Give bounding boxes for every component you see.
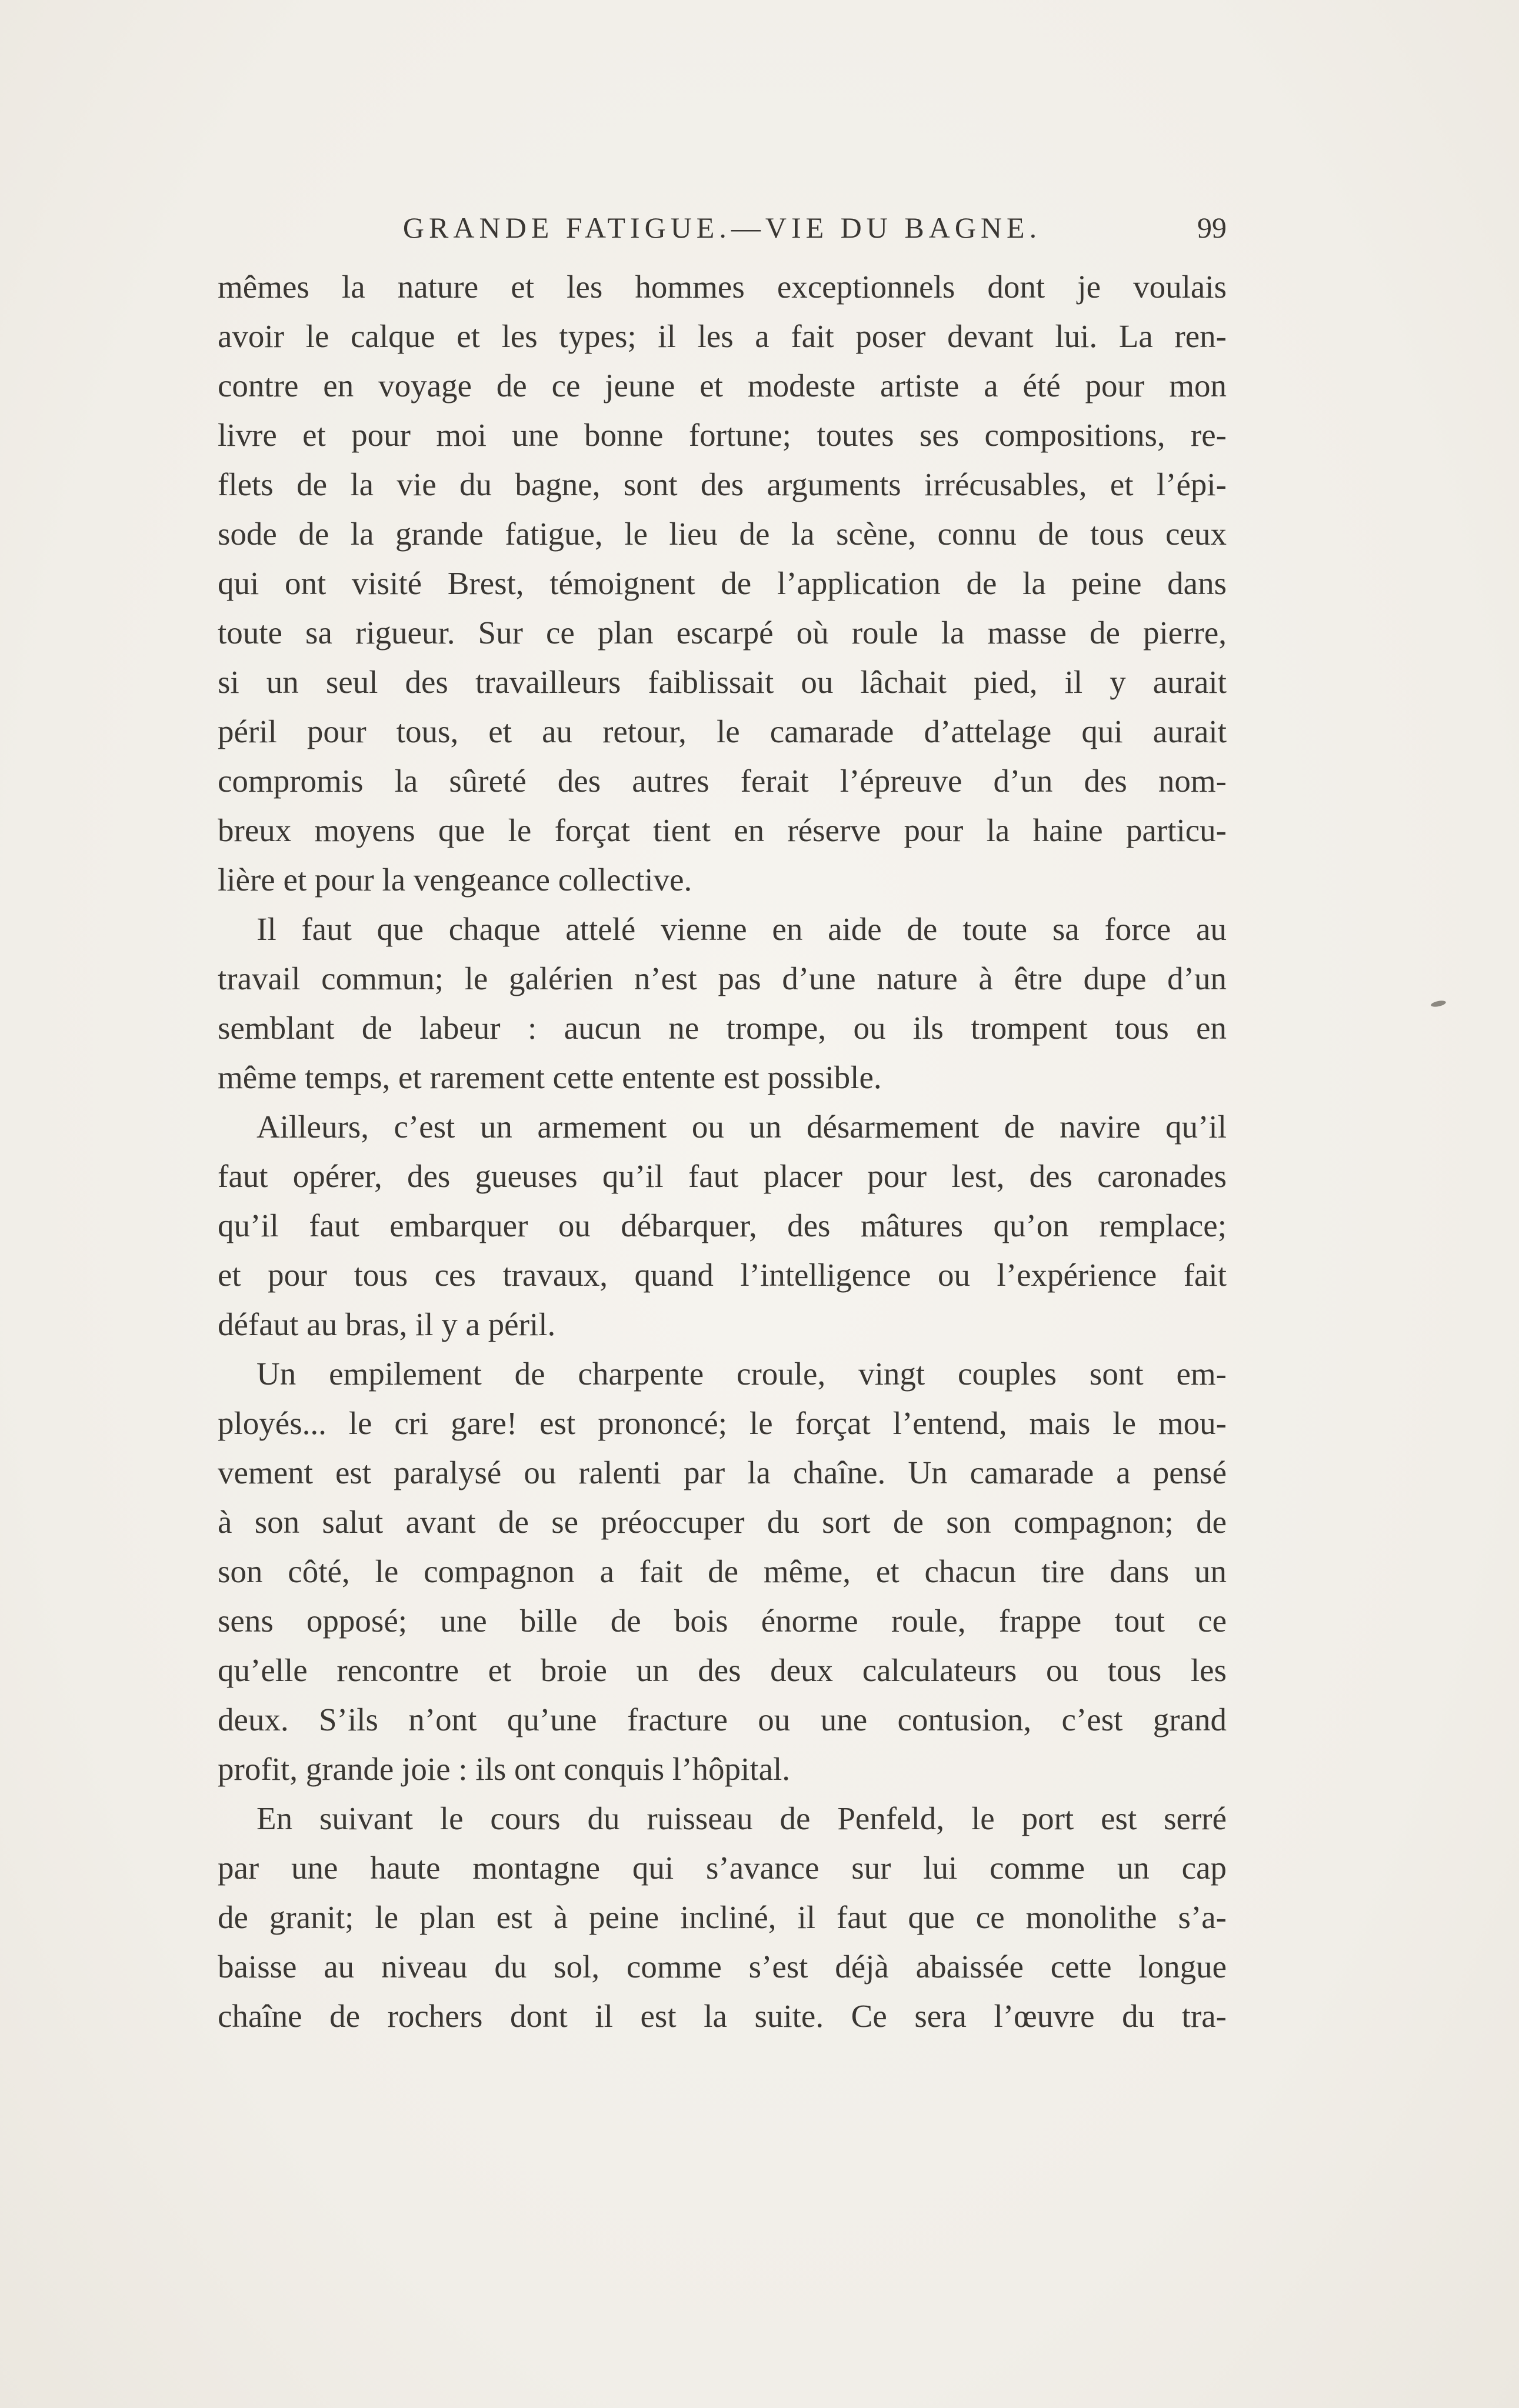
- text-line: si un seul des travailleurs faiblissait ou lâchait pied, il y aurait: [218, 664, 1227, 700]
- text-line: ployés... le cri gare! est prononcé; le forçat l’entend, mais le mou-: [218, 1405, 1227, 1441]
- text-line: travail commun; le galérien n’est pas d’une nature à être dupe d’un: [218, 960, 1227, 996]
- paragraph-start-line: En suivant le cours du ruisseau de Penfeld, le port est serré: [257, 1800, 1227, 1836]
- text-line: qu’il faut embarquer ou débarquer, des mâtures qu’on remplace;: [218, 1208, 1227, 1243]
- text-line: baisse au niveau du sol, comme s’est déjà abaissée cette longue: [218, 1949, 1227, 1985]
- text-line: toute sa rigueur. Sur ce plan escarpé où roule la masse de pierre,: [218, 615, 1227, 651]
- ink-speck: [1430, 999, 1446, 1008]
- paragraph-start-line: Un empilement de charpente croule, vingt couples sont em-: [257, 1356, 1227, 1392]
- text-line: compromis la sûreté des autres ferait l’épreuve d’un des nom-: [218, 763, 1227, 799]
- text-line: mêmes la nature et les hommes exceptionnels dont je voulais: [218, 269, 1227, 305]
- text-line: qui ont visité Brest, témoignent de l’application de la peine dans: [218, 565, 1227, 601]
- text-line: vement est paralysé ou ralenti par la chaîne. Un camarade a pensé: [218, 1455, 1227, 1490]
- text-line: péril pour tous, et au retour, le camarade d’attelage qui aurait: [218, 713, 1227, 749]
- text-line: et pour tous ces travaux, quand l’intelligence ou l’expérience fait: [218, 1257, 1227, 1293]
- text-line: profit, grande joie : ils ont conquis l’hôpital.: [218, 1751, 791, 1787]
- text-line: de granit; le plan est à peine incliné, il faut que ce monolithe s’a-: [218, 1899, 1227, 1935]
- text-line: contre en voyage de ce jeune et modeste artiste a été pour mon: [218, 368, 1227, 403]
- paragraph-start-line: Ailleurs, c’est un armement ou un désarmement de navire qu’il: [257, 1109, 1227, 1145]
- body-text: [218, 262, 1227, 2041]
- text-line: semblant de labeur : aucun ne trompe, ou ils trompent tous en: [218, 1010, 1227, 1046]
- text-line: flets de la vie du bagne, sont des arguments irrécusables, et l’épi-: [218, 466, 1227, 502]
- text-line: faut opérer, des gueuses qu’il faut placer pour lest, des caronades: [218, 1158, 1227, 1194]
- text-line: livre et pour moi une bonne fortune; toutes ses compositions, re-: [218, 417, 1227, 453]
- text-line: sode de la grande fatigue, le lieu de la scène, connu de tous ceux: [218, 516, 1227, 552]
- running-head: [218, 207, 1227, 248]
- text-line: avoir le calque et les types; il les a fait poser devant lui. La ren-: [218, 318, 1227, 354]
- text-line: breux moyens que le forçat tient en réserve pour la haine particu-: [218, 812, 1227, 848]
- text-line: même temps, et rarement cette entente est possible.: [218, 1059, 882, 1095]
- text-line: sens opposé; une bille de bois énorme roule, frappe tout ce: [218, 1603, 1227, 1639]
- text-line: chaîne de rochers dont il est la suite. Ce sera l’œuvre du tra-: [218, 1998, 1227, 2034]
- text-line: lière et pour la vengeance collective.: [218, 862, 692, 898]
- paragraph-start-line: Il faut que chaque attelé vienne en aide de toute sa force au: [257, 911, 1227, 947]
- text-line: qu’elle rencontre et broie un des deux calculateurs ou tous les: [218, 1652, 1227, 1688]
- text-line: défaut au bras, il y a péril.: [218, 1306, 556, 1342]
- text-line: par une haute montagne qui s’avance sur lui comme un cap: [218, 1850, 1227, 1886]
- text-line: à son salut avant de se préoccuper du sort de son compagnon; de: [218, 1504, 1227, 1540]
- running-title: GRANDE FATIGUE.—VIE DU BAGNE.: [402, 211, 1042, 244]
- text-line: deux. S’ils n’ont qu’une fracture ou une contusion, c’est grand: [218, 1702, 1227, 1737]
- page-number: 99: [1197, 211, 1227, 244]
- text-line: son côté, le compagnon a fait de même, et chacun tire dans un: [218, 1553, 1227, 1589]
